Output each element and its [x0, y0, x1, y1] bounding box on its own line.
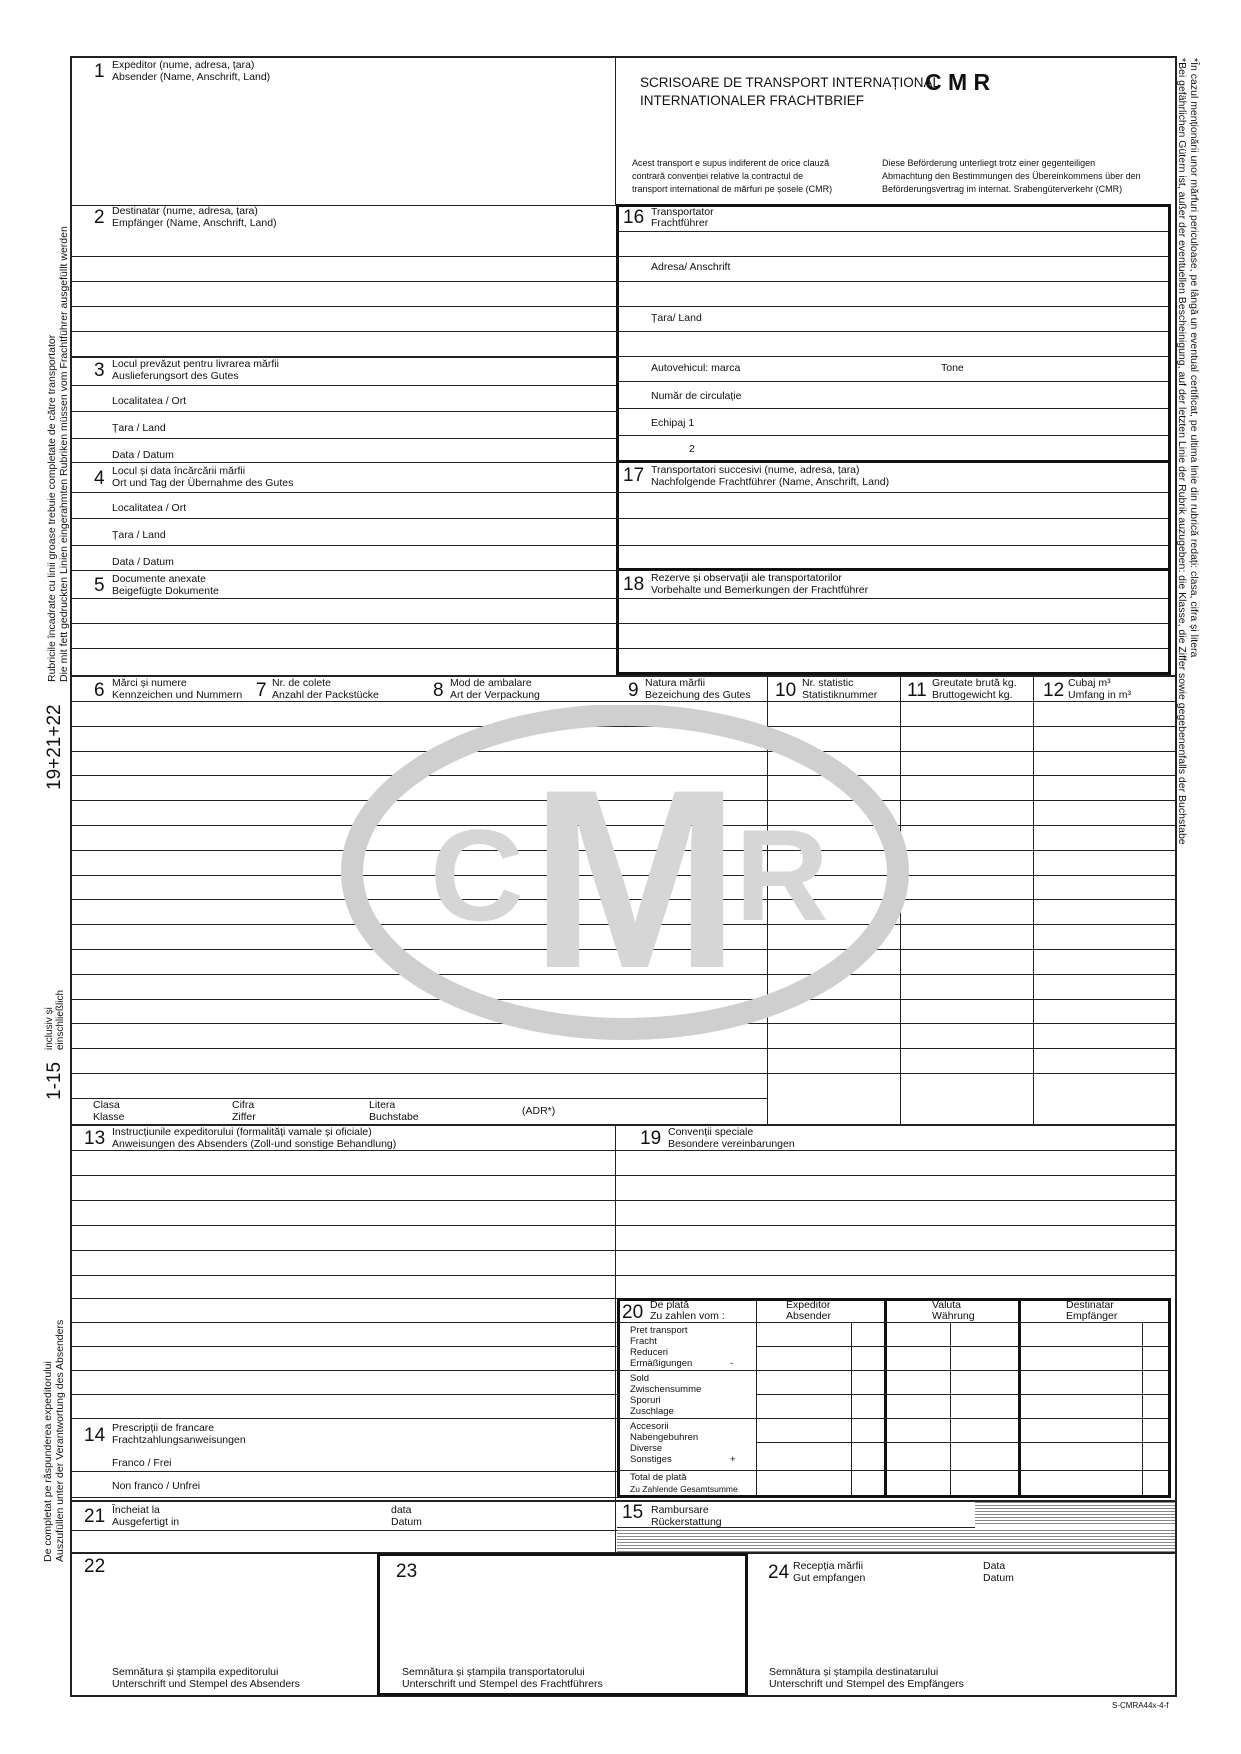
col-7-label-de: Anzahl der Packstücke: [272, 689, 379, 701]
field-23-number: 23: [396, 1561, 418, 1582]
prescriptions-row-line: [70, 1418, 617, 1419]
pay-col-consignee-de: Empfänger: [1066, 1310, 1118, 1322]
col-11-label-de: Bruttogewicht kg.: [932, 689, 1013, 701]
field-24-sig-ro: Semnătura și ștampila destinatarului: [769, 1666, 939, 1678]
side-note-left-ro: Rubricile încadrate cu linii groase trebuie completate de către transportator: [46, 334, 58, 682]
field-3-locality: Localitatea / Ort: [112, 395, 187, 407]
field-1-label-ro: Expeditor (nume, adresa, țara): [112, 59, 255, 71]
field-4-date: Data / Datum: [112, 556, 174, 568]
field-19-label-ro: Convenții speciale: [668, 1126, 754, 1138]
pay-row-3-sign: +: [730, 1454, 736, 1465]
field-20-label-ro: De plată: [650, 1299, 690, 1311]
field-21-date-de: Datum: [391, 1516, 422, 1528]
prescriptions-row-line: [70, 1394, 617, 1395]
field-21-label-ro: Încheiat la: [112, 1504, 160, 1516]
field-16-country: Țara/ Land: [651, 312, 702, 324]
pay-col-consignee-ro: Destinatar: [1066, 1299, 1114, 1311]
col-8-number: 8: [433, 680, 444, 701]
prescriptions-row-line: [70, 1370, 617, 1371]
field-4-locality: Localitatea / Ort: [112, 502, 187, 514]
field-24-date-de: Datum: [983, 1572, 1014, 1584]
field-16-label-ro: Transportator: [651, 206, 714, 218]
refund-hatch-bottom: [617, 1528, 1175, 1552]
col-11-label-ro: Greutate brută kg.: [932, 677, 1017, 689]
adr-klasse: Klasse: [93, 1111, 125, 1123]
field-24-date-ro: Data: [983, 1560, 1006, 1572]
field-18-number: 18: [623, 574, 645, 595]
col-12-label-ro: Cubaj m³: [1068, 677, 1111, 689]
field-14-label-de: Frachtzahlungsanweisungen: [112, 1434, 246, 1446]
field-14-number: 14: [84, 1425, 106, 1446]
pay-row-1-a: Pret transport: [630, 1325, 688, 1336]
field-3-date: Data / Datum: [112, 449, 174, 461]
col-12-number: 12: [1043, 680, 1065, 701]
field-15-label-de: Rückerstattung: [651, 1516, 722, 1528]
pay-row-1-c: Reduceri: [630, 1347, 669, 1358]
field-18-label-ro: Rezerve și observații ale transportatorilor: [651, 572, 842, 584]
field-21-label-de: Ausgefertigt in: [112, 1516, 180, 1528]
instructions-row-line: [70, 1200, 1177, 1201]
refund-hatch-right: [975, 1502, 1175, 1524]
sender-signature-area[interactable]: [72, 1580, 372, 1660]
consignee-input[interactable]: [72, 232, 614, 354]
field-20-label-de: Zu zahlen vom :: [650, 1310, 725, 1322]
field-22-sig-ro: Semnătura și ștampila expeditorului: [112, 1666, 279, 1678]
field-17-label-ro: Transportatori succesivi (nume, adresa, țara): [651, 464, 860, 476]
pay-row-3-d: Sonstiges: [630, 1454, 672, 1465]
col-7-number: 7: [256, 680, 267, 701]
field-23-sig-de: Unterschrift und Stempel des Frachtführers: [402, 1678, 603, 1690]
pay-row-3-c: Diverse: [630, 1443, 663, 1454]
side-label-inclusiv: inclusiv și: [44, 1007, 55, 1050]
field-24-sig-de: Unterschrift und Stempel des Empfängers: [769, 1678, 964, 1690]
adr-cifra: Cifra: [232, 1099, 255, 1111]
side-note-sender-ro: De completat pe răspunderea expeditorului: [42, 1361, 54, 1562]
col-10-number: 10: [775, 680, 797, 701]
field-16-address: Adresa/ Anschrift: [651, 261, 731, 273]
col-8-label-de: Art der Verpackung: [450, 689, 540, 701]
pay-total-ro: Total de plată: [630, 1472, 687, 1483]
field-16-plate: Număr de circulație: [651, 390, 742, 402]
side-note-sender-de: Auszufüllen unter der Verantwortung des Absenders: [54, 1319, 66, 1562]
pay-col-sender-ro: Expeditor: [786, 1299, 831, 1311]
field-3-label-ro: Locul prevăzut pentru livrarea mărfii: [112, 358, 279, 370]
instructions-row-line: [70, 1225, 1177, 1226]
col-10-label-de: Statistiknummer: [802, 689, 878, 701]
side-label-1-15: 1-15: [44, 1061, 65, 1100]
pay-row-2-c: Sporuri: [630, 1395, 661, 1406]
field-14-non-franco: Non franco / Unfrei: [112, 1480, 201, 1492]
field-14-franco: Franco / Frei: [112, 1457, 172, 1469]
note-de-2: Abmachtung den Bestimmungen des Übereinkommens über den: [882, 171, 1141, 181]
field-14-label-ro: Prescripții de francare: [112, 1422, 215, 1434]
field-22-sig-de: Unterschrift und Stempel des Absenders: [112, 1678, 300, 1690]
side-note-right-ro: *În cazul menționării unor mărfuri periculoase, pe lângă un eventual certificat, pe ultima linie din rubrică redați: clasa, cifra și litera: [1188, 58, 1200, 658]
field-19-number: 19: [640, 1128, 662, 1149]
field-21-date-ro: data: [391, 1504, 412, 1516]
field-13-label-ro: Instrucțiunile expeditorului (formalități vamale și oficiale): [112, 1126, 372, 1138]
prescriptions-row-line: [70, 1322, 617, 1323]
instructions-row-line: [70, 1250, 1177, 1251]
field-5-number: 5: [94, 575, 105, 596]
field-5-label-ro: Documente anexate: [112, 573, 206, 585]
col-11-number: 11: [907, 680, 927, 701]
watermark-m: M: [530, 737, 740, 1022]
field-2-label-ro: Destinatar (nume, adresa, țara): [112, 205, 258, 217]
field-3-number: 3: [94, 360, 105, 381]
col-12-label-de: Umfang in m³: [1068, 689, 1132, 701]
field-20-number: 20: [622, 1302, 644, 1323]
form-code: S-CMRA44x-4-f: [1112, 1701, 1169, 1710]
pay-row-2-d: Zuschlage: [630, 1406, 674, 1417]
field-3-label-de: Auslieferungsort des Gutes: [112, 370, 239, 382]
goods-row-line: [70, 1048, 1177, 1049]
carrier-block: [616, 204, 1171, 675]
pay-row-2-b: Zwischensumme: [630, 1384, 702, 1395]
col-9-label-ro: Natura mărfii: [645, 677, 706, 689]
col-8-label-ro: Mod de ambalare: [450, 677, 532, 689]
field-13-label-de: Anweisungen des Absenders (Zoll-und sonstige Behandlung): [112, 1138, 397, 1150]
instructions-row-line: [70, 1298, 617, 1299]
col-7-label-ro: Nr. de colete: [272, 677, 331, 689]
field-16-vehicle: Autovehicul: marca: [651, 362, 741, 374]
field-1-label-de: Absender (Name, Anschrift, Land): [112, 71, 271, 83]
field-15-number: 15: [622, 1502, 644, 1523]
adr-clasa: Clasa: [93, 1099, 120, 1111]
field-13-number: 13: [84, 1128, 106, 1149]
field-16-label-de: Frachtführer: [651, 217, 709, 229]
adr-ziffer: Ziffer: [232, 1111, 256, 1123]
field-24-number: 24: [768, 1562, 790, 1583]
pay-col-currency-ro: Valuta: [932, 1299, 961, 1311]
pay-row-1-sign: -: [730, 1358, 734, 1369]
note-de-3: Beförderungsvertrag im internat. Srabengüterverkehr (CMR): [882, 184, 1123, 194]
side-note-left-de: Die mit fett gedruckten Linien eingerahmten Rubriken müssen vom Frachtführer ausgefüllt werden: [58, 226, 70, 682]
col-6-number: 6: [94, 680, 105, 701]
note-ro-3: transport international de mărfuri pe șosele (CMR): [632, 184, 833, 194]
side-label-19-21-22: 19+21+22: [44, 704, 65, 790]
field-17-label-de: Nachfolgende Frachtführer (Name, Anschrift, Land): [651, 476, 890, 488]
field-2-label-de: Empfänger (Name, Anschrift, Land): [112, 217, 277, 229]
note-ro-2: contrară convenției relative la contractul de: [632, 171, 804, 181]
pay-row-1-b: Fracht: [630, 1336, 657, 1347]
watermark-r: R: [735, 802, 829, 948]
watermark-c: C: [430, 802, 524, 948]
prescriptions-row-line: [70, 1346, 617, 1347]
field-4-label-de: Ort und Tag der Übernahme des Gutes: [112, 477, 294, 489]
col-10-label-ro: Nr. statistic: [802, 677, 854, 689]
note-de-1: Diese Beförderung unterliegt trotz einer gegenteiligen: [882, 158, 1096, 168]
cmr-watermark: [340, 705, 910, 1040]
sender-input[interactable]: [72, 86, 614, 204]
instructions-row-line: [70, 1275, 1177, 1276]
field-17-number: 17: [623, 465, 645, 486]
pay-row-3-a: Accesorii: [630, 1421, 669, 1432]
field-22-number: 22: [84, 1556, 106, 1577]
payment-block: [617, 1298, 1171, 1498]
field-16-number: 16: [623, 207, 645, 228]
note-ro-1: Acest transport e supus indiferent de orice clauză: [632, 158, 830, 168]
instructions-row-line: [70, 1175, 1177, 1176]
title-ro: SCRISOARE DE TRANSPORT INTERNAȚIONAL: [640, 75, 941, 90]
field-21-number: 21: [84, 1506, 106, 1527]
adr-litera: Litera: [369, 1099, 396, 1111]
field-19-label-de: Besondere vereinbarungen: [668, 1138, 795, 1150]
pay-total-de: Zu Zahlende Gesamtsumme: [630, 1484, 738, 1494]
field-16-tons: Tone: [941, 362, 964, 374]
field-24-label-de: Gut empfangen: [793, 1572, 866, 1584]
pay-col-currency-de: Währung: [932, 1310, 975, 1322]
pay-row-1-d: Ermäßigungen: [630, 1358, 693, 1369]
cmr-logo-text: C M R: [925, 69, 991, 95]
pay-col-sender-de: Absender: [786, 1310, 831, 1322]
field-4-country: Țara / Land: [112, 529, 166, 541]
field-1-number: 1: [94, 61, 105, 82]
field-16-crew-1: Echipaj 1: [651, 417, 695, 429]
side-label-einschliesslich: einschließlich: [55, 989, 66, 1050]
pay-row-3-b: Nabengebuhren: [630, 1432, 699, 1443]
adr-label: (ADR*): [522, 1105, 556, 1117]
field-4-label-ro: Locul și data încărcării mărfii: [112, 465, 246, 477]
field-24-label-ro: Recepția mărfii: [793, 1560, 864, 1572]
col-9-number: 9: [628, 680, 639, 701]
field-5-label-de: Beigefügte Dokumente: [112, 585, 219, 597]
adr-buchstabe: Buchstabe: [369, 1111, 419, 1123]
col-6-label-de: Kennzeichen und Nummern: [112, 689, 243, 701]
side-note-right-de: *Bei gefährlichen Gütern ist, außer der eventuellen Bescheinigung, auf der letzten Linie der Rubrik auzugeben: die Klasse, die Ziffer sowie gegebenenfalls der Buchstabe: [1176, 58, 1188, 845]
field-18-label-de: Vorbehalte und Bemerkungen der Frachtführer: [651, 584, 869, 596]
title-de: INTERNATIONALER FRACHTBRIEF: [640, 93, 865, 108]
field-3-country: Țara / Land: [112, 422, 166, 434]
field-2-number: 2: [94, 207, 105, 228]
field-4-number: 4: [94, 468, 105, 489]
field-23-sig-ro: Semnătura și ștampila transportatorului: [402, 1666, 585, 1678]
col-9-label-de: Bezeichung des Gutes: [645, 689, 751, 701]
field-16-crew-2: 2: [689, 443, 695, 455]
pay-row-2-a: Sold: [630, 1373, 650, 1384]
goods-row-line: [70, 701, 1177, 702]
instructions-row-line: [70, 1150, 1177, 1151]
goods-row-line: [70, 1073, 1177, 1074]
col-6-label-ro: Mărci și numere: [112, 677, 187, 689]
field-15-label-ro: Rambursare: [651, 1504, 709, 1516]
consignee-signature-area[interactable]: [760, 1590, 1170, 1660]
